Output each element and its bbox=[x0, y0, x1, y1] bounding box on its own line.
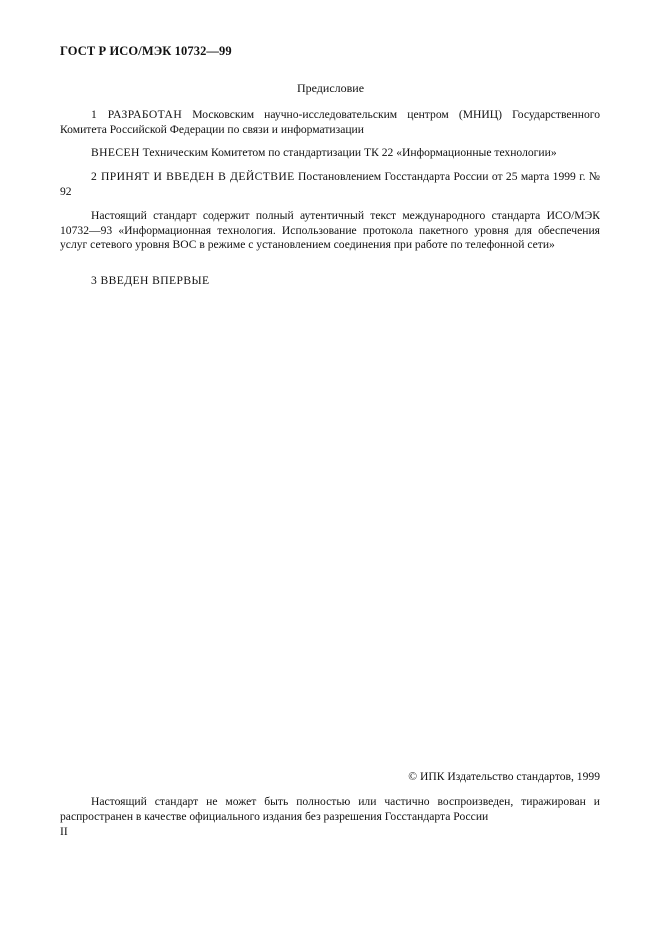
paragraph-lead: 3 ВВЕДЕН ВПЕРВЫЕ bbox=[91, 274, 210, 287]
paragraph-authentic-text bbox=[60, 209, 600, 253]
paragraph-developed-by bbox=[60, 108, 600, 137]
paragraph-introduced-by bbox=[60, 146, 600, 161]
paragraph-adopted bbox=[60, 170, 600, 199]
paragraph-text: Настоящий стандарт содержит полный аутентичный текст международного стандарта ИСО/МЭК 10732—93 «Информационная технология. Использование протокола пакетного уровня для обеспечения услуг сетевого уровня ВОС в режиме с установлением соединения при работе по телефонной сети» bbox=[60, 209, 600, 252]
paragraph-text: Техническим Комитетом по стандартизации ТК 22 «Информационные технологии» bbox=[139, 146, 557, 159]
document-code-header: ГОСТ Р ИСО/МЭК 10732—99 bbox=[60, 44, 232, 58]
paragraph-lead: 1 РАЗРАБОТАН bbox=[91, 108, 183, 121]
reproduction-notice: Настоящий стандарт не может быть полностью или частично воспроизведен, тиражирован и распространен в качестве официального издания без разрешения Госстандарта России bbox=[60, 795, 600, 823]
paragraph-first-introduced bbox=[60, 274, 600, 289]
paragraph-lead: 2 ПРИНЯТ И ВВЕДЕН В ДЕЙСТВИЕ bbox=[91, 170, 295, 183]
page-title: Предисловие bbox=[296, 81, 365, 95]
paragraph-text: Постановлением Госстандарта России от 25 марта 1999 г. № 92 bbox=[60, 170, 600, 198]
paragraph-text: Московским научно-исследовательским центром (МНИЦ) Государственного Комитета Российской Федерации по связи и информатизации bbox=[60, 108, 601, 136]
paragraph-lead: ВНЕСЕН bbox=[91, 146, 140, 159]
page-number: II bbox=[60, 825, 68, 838]
copyright-line: © ИПК Издательство стандартов, 1999 bbox=[408, 770, 600, 783]
